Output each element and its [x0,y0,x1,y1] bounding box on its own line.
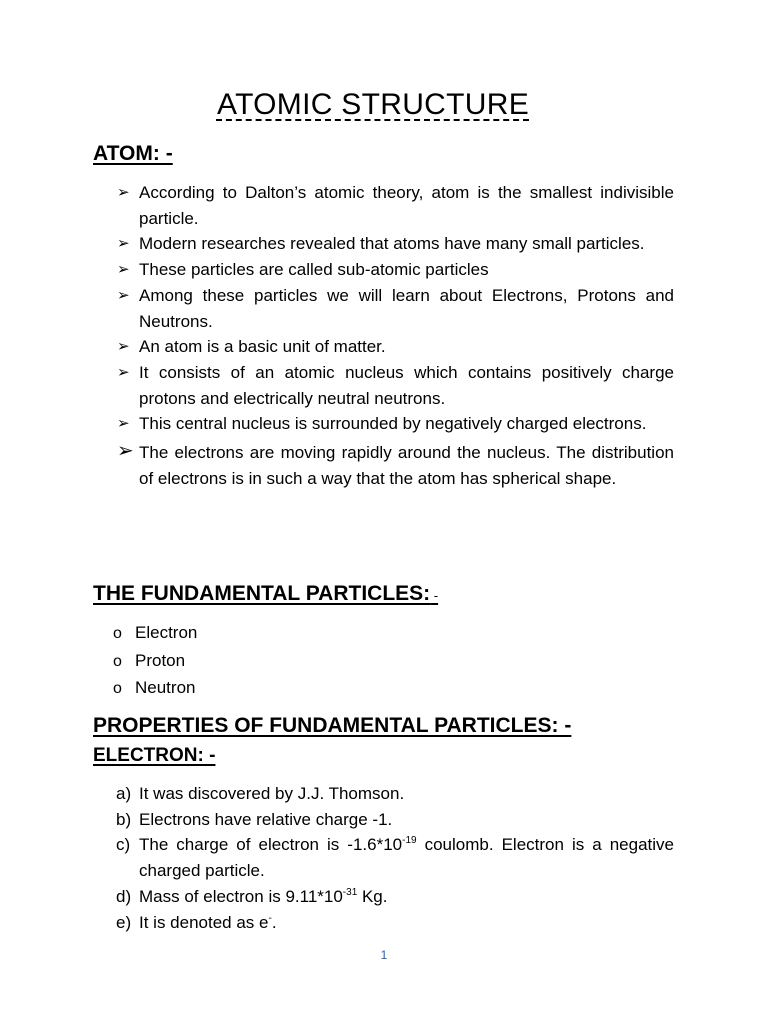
arrow-bullet-icon: ➢ [117,338,130,356]
list-item: o Proton [113,648,197,676]
list-item: ➢ These particles are called sub-atomic particles [117,257,674,283]
page-title: ATOMIC STRUCTURE [216,88,530,121]
list-item: ➢ An atom is a basic unit of matter. [117,334,674,360]
list-item: ➢ This central nucleus is surrounded by negatively charged electrons. [117,411,674,437]
fundamental-particles-list [113,620,197,703]
electron-properties-list [116,781,674,935]
arrow-bullet-icon: ➢ [117,286,130,304]
list-item: ➢ Modern researches revealed that atoms have many small particles. [117,231,674,257]
page-number: 1 [380,948,388,962]
circle-bullet-icon: o [113,625,122,642]
list-item: ➢ It consists of an atomic nucleus which contains positively charge protons and electrically neutral neutrons. [117,360,674,411]
list-item: e) It is denoted as e-. [116,912,277,932]
section-heading-fundamental-particles: THE FUNDAMENTAL PARTICLES: - [93,582,439,605]
list-item: o Electron [113,620,197,648]
section-heading-properties: PROPERTIES OF FUNDAMENTAL PARTICLES: - [93,714,572,737]
list-item: o Neutron [113,675,197,703]
list-item: d) Mass of electron is $9.11*10^{-31}$ Kg. [116,886,388,906]
circle-bullet-icon: o [113,652,122,670]
list-item: ➢ The electrons are moving rapidly around the nucleus. The distribution of electrons is in such a way that the atom has spherical shape. [117,440,674,488]
atom-bullet-list [117,180,674,491]
list-item: ➢ According to Dalton’s atomic theory, atom is the smallest indivisible particle. [117,180,674,231]
list-item: ➢ Among these particles we will learn about Electrons, Protons and Neutrons. [117,283,674,334]
arrow-bullet-icon: ➢ [117,261,130,279]
arrow-bullet-icon: ➢ [117,440,134,463]
list-item: c) The charge of electron is $-1.6*10^{-19}$ coulomb. Electron is a negative charged particle. [116,835,674,881]
list-item: b) Electrons have relative charge -1. [116,809,393,829]
arrow-bullet-icon: ➢ [117,184,130,201]
arrow-bullet-icon: ➢ [117,415,130,433]
section-heading-electron: ELECTRON: - [93,745,216,766]
arrow-bullet-icon: ➢ [117,363,130,381]
arrow-bullet-icon: ➢ [117,235,130,253]
circle-bullet-icon: o [113,680,122,698]
section-heading-atom: ATOM: - [93,142,173,165]
list-item: a) It was discovered by J.J. Thomson. [116,784,405,803]
